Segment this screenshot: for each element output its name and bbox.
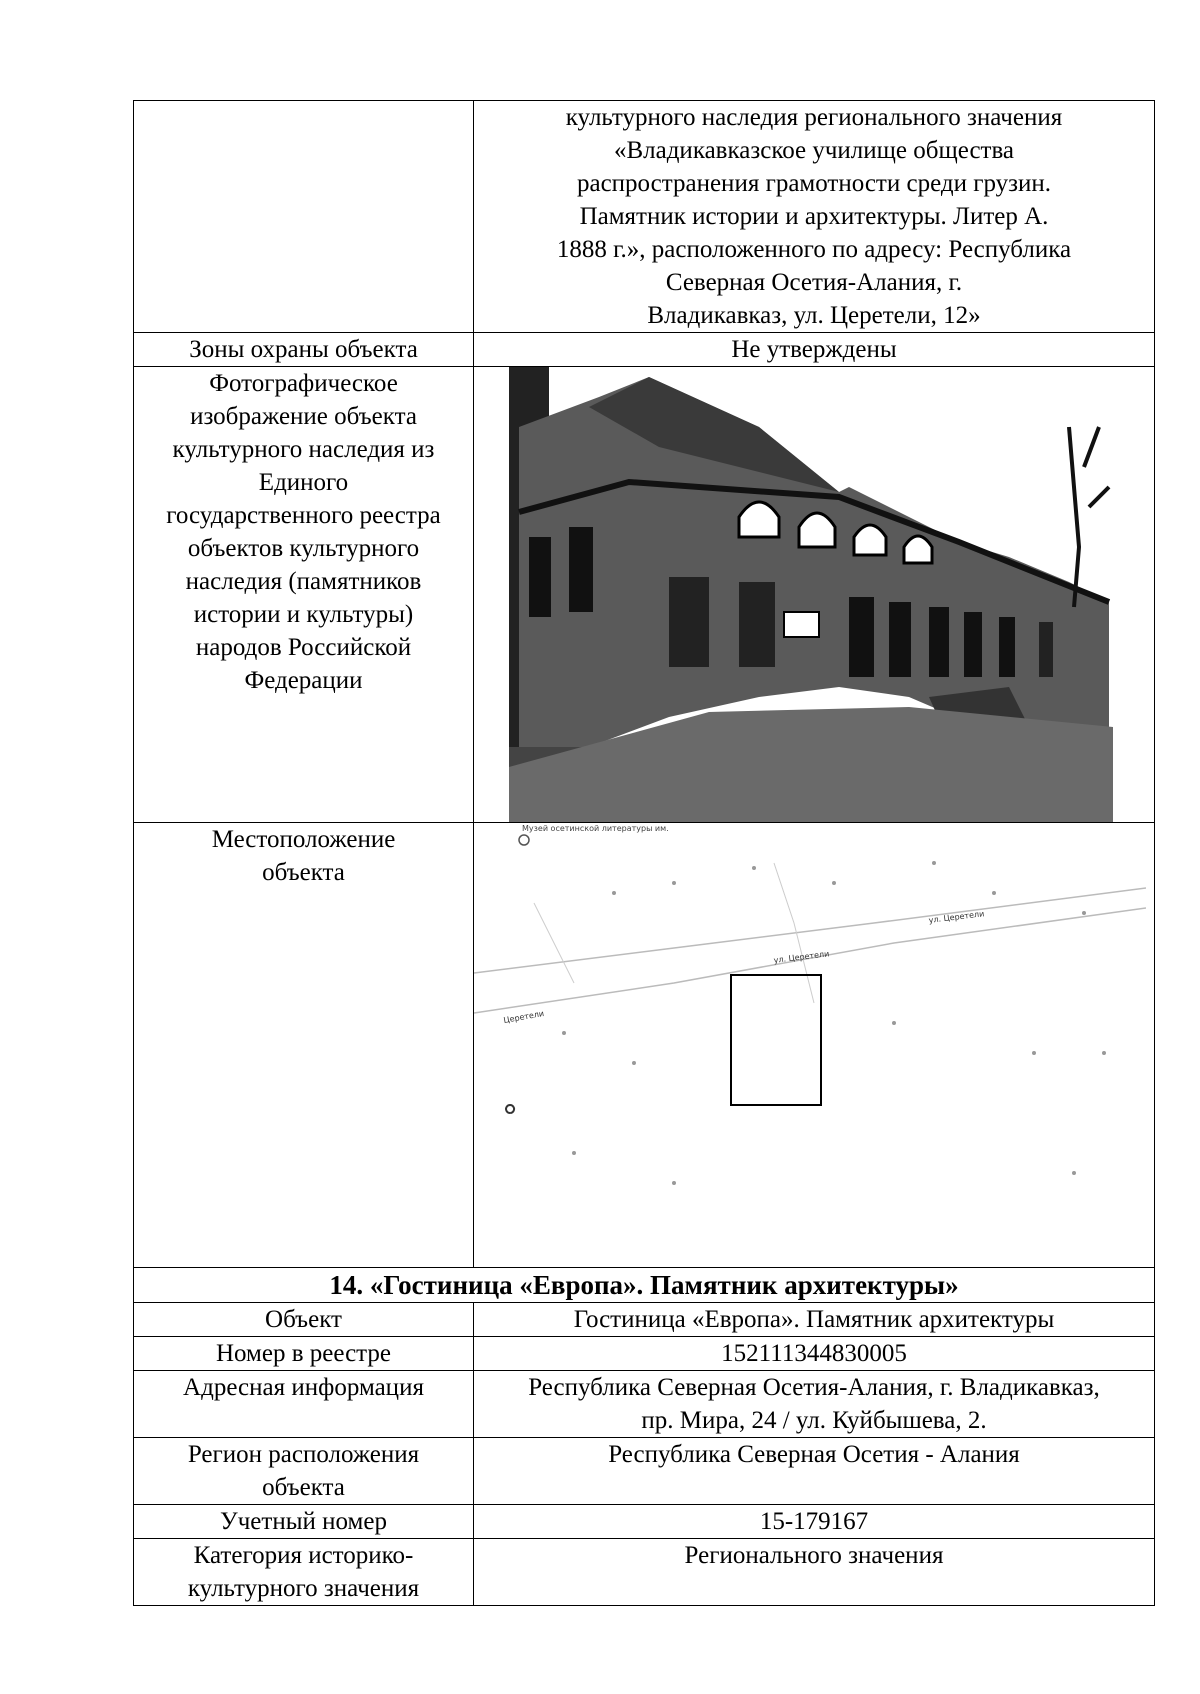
row-value: Республика Северная Осетия - Алания bbox=[474, 1438, 1155, 1505]
location-map bbox=[474, 823, 1146, 1267]
row-zones bbox=[134, 333, 1155, 367]
row-label: Номер в реестре bbox=[134, 1337, 474, 1371]
map-label-street-2: ул. Церетели bbox=[773, 949, 830, 965]
photo-cell bbox=[474, 367, 1155, 823]
map-cell bbox=[474, 823, 1155, 1268]
row-photo bbox=[134, 367, 1155, 823]
row-value: Республика Северная Осетия-Алания, г. Владикавказ, пр. Мира, 24 / ул. Куйбышева, 2. bbox=[474, 1371, 1155, 1438]
row-value: Гостиница «Европа». Памятник архитектуры bbox=[474, 1303, 1155, 1337]
map-label-museum: Музей осетинской литературы им. bbox=[522, 824, 669, 833]
row-registry-number bbox=[134, 1337, 1155, 1371]
row-description bbox=[134, 101, 1155, 333]
row-address bbox=[134, 1371, 1155, 1438]
photo-label: Фотографическое изображение объекта культурного наследия из Единого государственного реестра объектов культурного наследия (памятников истории и культуры) народов Российской Федерации bbox=[134, 367, 474, 823]
zones-label: Зоны охраны объекта bbox=[134, 333, 474, 367]
row-label: Регион расположения объекта bbox=[134, 1438, 474, 1505]
row-value: 152111344830005 bbox=[474, 1337, 1155, 1371]
row-category bbox=[134, 1539, 1155, 1606]
row-region bbox=[134, 1438, 1155, 1505]
map-label-street-3: Церетели bbox=[502, 1008, 545, 1025]
row-label: Объект bbox=[134, 1303, 474, 1337]
description-tail: культурного наследия регионального значения «Владикавказское училище общества распространения грамотности среди грузин. Памятник истории и архитектуры. Литер А. 1888 г.», расположенного по адресу: Республика Северная Осетия-Алания, г. Владикавказ, ул. Церетели, 12» bbox=[474, 101, 1155, 333]
row-value: 15-179167 bbox=[474, 1505, 1155, 1539]
row-label: Категория историко- культурного значения bbox=[134, 1539, 474, 1606]
registry-table bbox=[133, 100, 1155, 1606]
row-label: Учетный номер bbox=[134, 1505, 474, 1539]
location-label: Местоположение объекта bbox=[134, 823, 474, 1268]
section-title: 14. «Гостиница «Европа». Памятник архитектуры» bbox=[134, 1268, 1155, 1303]
row-value: Регионального значения bbox=[474, 1539, 1155, 1606]
row-location bbox=[134, 823, 1155, 1268]
row-object bbox=[134, 1303, 1155, 1337]
map-label-street-1: ул. Церетели bbox=[928, 909, 985, 925]
row-account-number bbox=[134, 1505, 1155, 1539]
section-header-row bbox=[134, 1268, 1155, 1303]
building-photo bbox=[509, 367, 1113, 822]
zones-value: Не утверждены bbox=[474, 333, 1155, 367]
empty-cell bbox=[134, 101, 474, 333]
row-label: Адресная информация bbox=[134, 1371, 474, 1438]
